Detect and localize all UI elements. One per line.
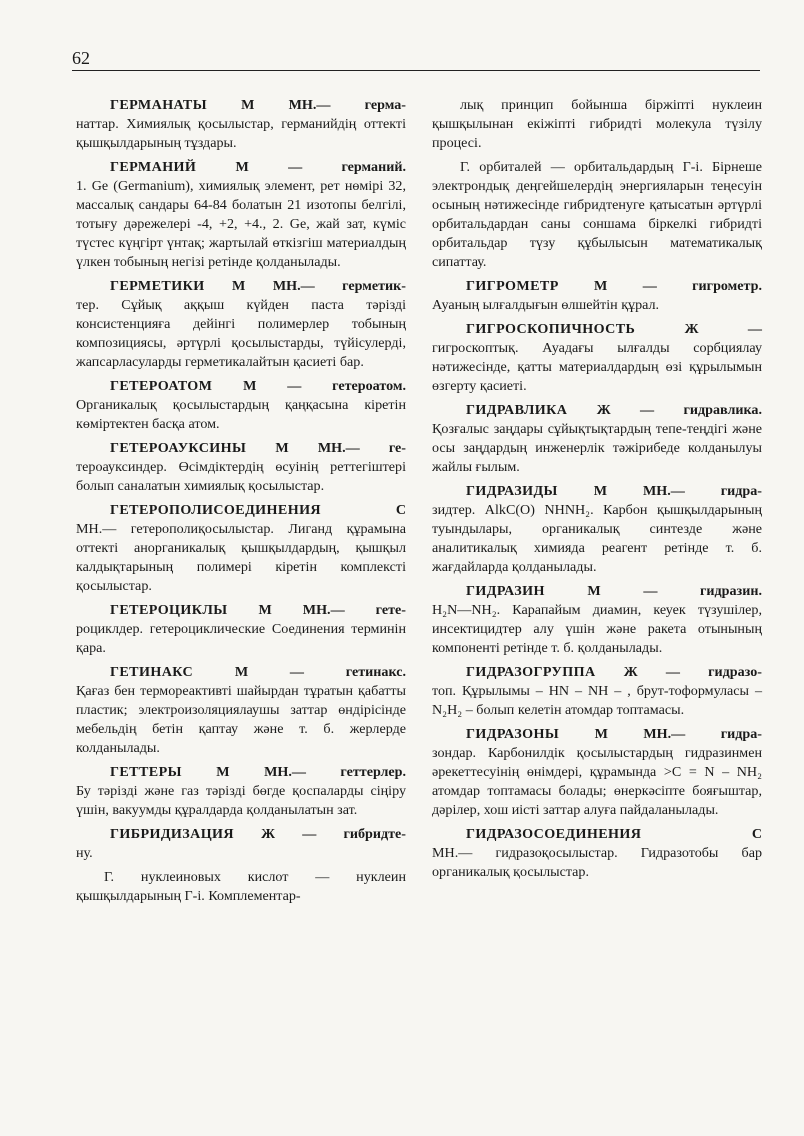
dictionary-entry xyxy=(432,96,762,153)
entry-definition: ну. xyxy=(76,845,93,861)
dictionary-entry xyxy=(432,320,762,396)
entry-grammar: М — xyxy=(196,159,303,175)
entry-grammar: Ж — xyxy=(595,664,680,680)
entry-term: ГИГРОСКОПИЧНОСТЬ xyxy=(466,321,636,337)
entry-grammar: М — xyxy=(558,278,657,294)
entry-term: ГЕТЕРОАТОМ xyxy=(110,378,213,394)
entry-translation: герма- xyxy=(330,97,406,113)
entry-term: ГЕТИНАКС xyxy=(110,664,194,680)
entry-translation: гете- xyxy=(344,602,407,618)
dictionary-entry xyxy=(76,96,406,153)
entry-translation: гетинакс. xyxy=(304,664,406,680)
entry-headline xyxy=(432,582,762,601)
entry-term: ГЕРМАНИЙ xyxy=(110,159,197,175)
entry-grammar: Ж — xyxy=(234,826,317,842)
entry-definition: гигроскоптық. Ауадағы ылғалды сорбциялау нәтижесінде, қатты материалдардың өзі құрылымын өзгерту қасиеті. xyxy=(432,340,762,394)
entry-headline xyxy=(432,725,762,744)
entry-term: ГЕТЕРОПОЛИСОЕДИНЕНИЯ xyxy=(110,502,322,518)
dictionary-entry xyxy=(432,158,762,272)
entry-term: ГИДРАЗОНЫ xyxy=(466,726,560,742)
entry-grammar: С xyxy=(641,826,762,842)
entry-headline xyxy=(432,482,762,501)
header-rule xyxy=(72,70,760,71)
entry-definition: 1. Ge (Germanium), химиялық элемент, рет нөмірі 32, массалық сандары 64-84 болатын 21 изотопы белгілі, тотығу дәрежелері -4, +2, +4., 2. Ge, жай зат, күміс түстес күңгірт үнтақ; жартылай өткізгіш материалдың үлкен тобының негізі ретінде қолданылады. xyxy=(76,178,406,270)
entry-definition: Органикалық қосылыстардың қаңқасына кіретін көміртектен басқа атом. xyxy=(76,397,406,432)
entry-translation: гидразо- xyxy=(679,664,762,680)
entry-grammar: М — xyxy=(193,664,305,680)
entry-definition: зидтер. AlkC(O) NHNH₂. Карбон қышқылдарының туындылары, органикалық синтезде және аналитикалық химияда реагент ретінде т. б. жағдайларда қолданылады. xyxy=(432,502,762,575)
entry-term: ГИДРАЗИН xyxy=(466,583,545,599)
dictionary-entry xyxy=(432,663,762,720)
dictionary-entry xyxy=(76,158,406,272)
entry-headline xyxy=(76,158,406,177)
entry-headline xyxy=(432,401,762,420)
dictionary-entry xyxy=(432,725,762,820)
entry-headline xyxy=(76,601,406,620)
entry-headline xyxy=(76,763,406,782)
entry-translation: геттерлер. xyxy=(305,764,407,780)
entry-translation: гидра- xyxy=(684,483,762,499)
entry-term: ГЕТЕРОАУКСИНЫ xyxy=(110,440,247,456)
entry-translation: германий. xyxy=(302,159,406,175)
entry-headline xyxy=(76,825,406,844)
entry-definition: Г. нуклеиновых кислот — нуклеин қышқылдарының Г-і. Комплементар- xyxy=(76,869,406,904)
dictionary-entry xyxy=(76,601,406,658)
dictionary-entry xyxy=(76,277,406,372)
entry-translation: герметик- xyxy=(314,278,406,294)
entry-definition: МН.— гетерополиқосылыстар. Лиганд құрамына оттекті анорганикалық қышқылдардың, қышқыл калдықтарының полимері кіретін комплексті қосылыстар. xyxy=(76,521,406,594)
entry-headline xyxy=(76,663,406,682)
dictionary-entry xyxy=(432,582,762,658)
entry-headline xyxy=(76,439,406,458)
entry-term: ГЕРМЕТИКИ xyxy=(110,278,205,294)
entry-translation: гидравлика. xyxy=(654,402,762,418)
entry-definition: Г. орбиталей — орбитальдардың Г-і. Бірнеше электрондық деңгейшелердің энергияларын теңесуін осының нәтижесінде гибридтенуге қатысатын әртүрлі орбитальдардан саны соншама біркелкі гибридті орбитальдар түзу құбылысын математикалық сипаттау. xyxy=(432,159,762,270)
entry-term: ГЕТТЕРЫ xyxy=(110,764,182,780)
entry-term: ГИДРАЗОСОЕДИНЕНИЯ xyxy=(466,826,642,842)
entry-translation: ге- xyxy=(359,440,406,456)
entry-term: ГИГРОМЕТР xyxy=(466,278,559,294)
entry-grammar: М МН.— xyxy=(557,483,685,499)
entry-term: ГИДРАВЛИКА xyxy=(466,402,568,418)
entry-grammar: М МН.— xyxy=(559,726,686,742)
entry-headline xyxy=(76,377,406,396)
entry-definition: лық принцип бойынша біржіпті нуклеин қышқылынан екіжіпті гибридті молекула түзілу процесі. xyxy=(432,97,762,151)
entry-headline xyxy=(76,277,406,296)
dictionary-entry xyxy=(432,277,762,315)
entry-term: ГИДРАЗОГРУППА xyxy=(466,664,596,680)
dictionary-entry xyxy=(432,825,762,882)
entry-definition: Қағаз бен термореактивті шайырдан тұратын қабатты пластик; электроизоляциялаушы заттар өндірісінде мебельдің бетін қаптау және т. б. жерлерде колданылады. xyxy=(76,683,406,756)
entry-grammar: М МН.— xyxy=(246,440,360,456)
dictionary-entry xyxy=(432,401,762,477)
entry-grammar: М — xyxy=(544,583,658,599)
entry-headline xyxy=(76,96,406,115)
entry-definition: Бу тәрізді және газ тәрізді бөгде қоспаларды сіңіру үшін, вакуумды құралдарда қолданылатын зат. xyxy=(76,783,406,818)
entry-grammar: Ж — xyxy=(635,321,762,337)
entry-term: ГИДРАЗИДЫ xyxy=(466,483,558,499)
entry-headline xyxy=(432,320,762,339)
entry-headline xyxy=(76,501,406,520)
entry-definition: зондар. Карбонилдік қосылыстардың гидразинмен әрекеттесуінің өнімдері, құрамында >C = N – NH₂ атомдар топтамасы болады; өнеркәсіпте бояғыштар, дәрілер, хош иісті заттар алуға пайдаланылады. xyxy=(432,745,762,818)
entry-grammar: М — xyxy=(212,378,302,394)
entry-translation: гигрометр. xyxy=(656,278,762,294)
entry-definition: топ. Құрылымы – HN – NH – , брут-тоформуласы – N₂H₂ – болып келетін атомдар топтамасы. xyxy=(432,683,762,718)
entry-headline xyxy=(432,825,762,844)
entry-definition: Қозғалыс заңдары сұйықтықтардың тепе-теңдігі және осы заңдардың инженерлік тәжірибеде колданылуы жайлы ғылым. xyxy=(432,421,762,475)
entry-definition: МН.— гидразоқосылыстар. Гидразотобы бар органикалық қосылыстар. xyxy=(432,845,762,880)
entry-grammar: М МН.— xyxy=(227,602,345,618)
entry-grammar: М МН.— xyxy=(204,278,315,294)
dictionary-entry xyxy=(76,377,406,434)
entry-headline xyxy=(432,277,762,296)
entry-grammar: М МН.— xyxy=(181,764,306,780)
entry-definition: Ауаның ылғалдығын өлшейтін құрал. xyxy=(432,297,660,313)
dictionary-entry xyxy=(76,763,406,820)
dictionary-entry xyxy=(76,868,406,906)
entry-term: ГИБРИДИЗАЦИЯ xyxy=(110,826,234,842)
right-column xyxy=(432,96,762,887)
entry-grammar: С xyxy=(321,502,406,518)
entry-term: ГЕТЕРОЦИКЛЫ xyxy=(110,602,228,618)
dictionary-entry xyxy=(76,825,406,863)
entry-translation: гибридте- xyxy=(316,826,406,842)
left-column xyxy=(76,96,406,911)
entry-definition: наттар. Химиялық қосылыстар, германийдің оттекті қышқылдарының тұздары. xyxy=(76,116,406,151)
entry-translation: гидразин. xyxy=(657,583,762,599)
entry-definition: H₂N—NH₂. Карапайым диамин, кеуек түзушілер, инсектицидтер алу үшін және ракета отынының компоненті ретінде т. б. қолданылады. xyxy=(432,602,762,656)
entry-headline xyxy=(432,663,762,682)
entry-grammar: Ж — xyxy=(567,402,655,418)
entry-translation: гидра- xyxy=(685,726,762,742)
entry-definition: роциклдер. гетероциклические Соединения терминін қара. xyxy=(76,621,406,656)
entry-definition: тероауксиндер. Өсімдіктердің өсуінің реттегіштері болып саналатын химиялық қосылыстар. xyxy=(76,459,406,494)
dictionary-entry xyxy=(76,501,406,596)
entry-translation: гетероатом. xyxy=(301,378,406,394)
dictionary-entry xyxy=(76,439,406,496)
entry-term: ГЕРМАНАТЫ xyxy=(110,97,207,113)
entry-definition: тер. Сұйық аққыш күйден паста тәрізді консистенцияға дейінгі полимерлер тобының композициясы, әртүрлі қосылыстарды, түйісулерді, жапсарласуларды герметикалайтын қасиеті бар. xyxy=(76,297,406,370)
dictionary-entry xyxy=(76,663,406,758)
page-number: 62 xyxy=(72,48,90,68)
dictionary-entry xyxy=(432,482,762,577)
entry-grammar: М МН.— xyxy=(206,97,331,113)
